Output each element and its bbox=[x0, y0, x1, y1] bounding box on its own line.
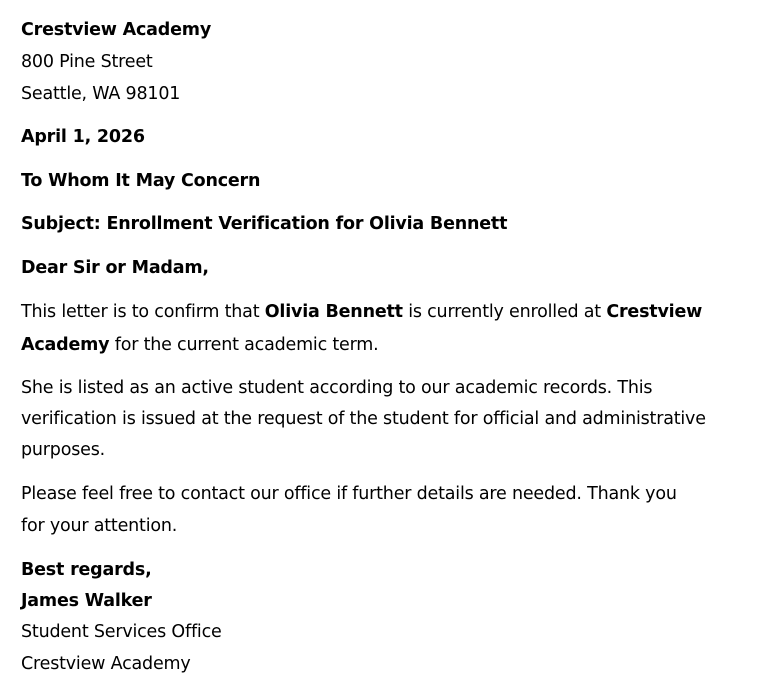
paragraph-3-line-1: Please feel free to contact our office if further details are needed. Thank you bbox=[21, 484, 677, 504]
subject-line: Subject: Enrollment Verification for Olivia Bennett bbox=[21, 214, 508, 234]
letter-date: April 1, 2026 bbox=[21, 127, 145, 147]
sender-street: 800 Pine Street bbox=[21, 52, 153, 72]
signature-office: Student Services Office bbox=[21, 622, 222, 642]
recipient-line: To Whom It May Concern bbox=[21, 171, 261, 191]
student-name: Olivia Bennett bbox=[264, 302, 403, 322]
school-name: Crestview bbox=[606, 302, 703, 322]
sender-city: Seattle, WA 98101 bbox=[21, 84, 181, 104]
signature-organization: Crestview Academy bbox=[21, 654, 191, 674]
paragraph-3-line-2: for your attention. bbox=[21, 516, 178, 536]
sender-name: Crestview Academy bbox=[21, 20, 212, 40]
closing: Best regards, bbox=[21, 560, 152, 580]
paragraph-2-line-3: purposes. bbox=[21, 440, 105, 460]
salutation: Dear Sir or Madam, bbox=[21, 258, 209, 278]
school-name: Academy bbox=[21, 335, 110, 355]
paragraph-1-text: is currently enrolled at bbox=[402, 302, 607, 322]
paragraph-2-line-2: verification is issued at the request of the student for official and administrative bbox=[21, 409, 706, 429]
paragraph-1-line-1 bbox=[21, 300, 702, 324]
paragraph-1-line-2 bbox=[21, 333, 379, 357]
signature-name: James Walker bbox=[21, 591, 152, 611]
paragraph-1-text: for the current academic term. bbox=[109, 335, 379, 355]
paragraph-1-text: This letter is to confirm that bbox=[21, 302, 265, 322]
paragraph-2-line-1: She is listed as an active student according to our academic records. This bbox=[21, 378, 653, 398]
